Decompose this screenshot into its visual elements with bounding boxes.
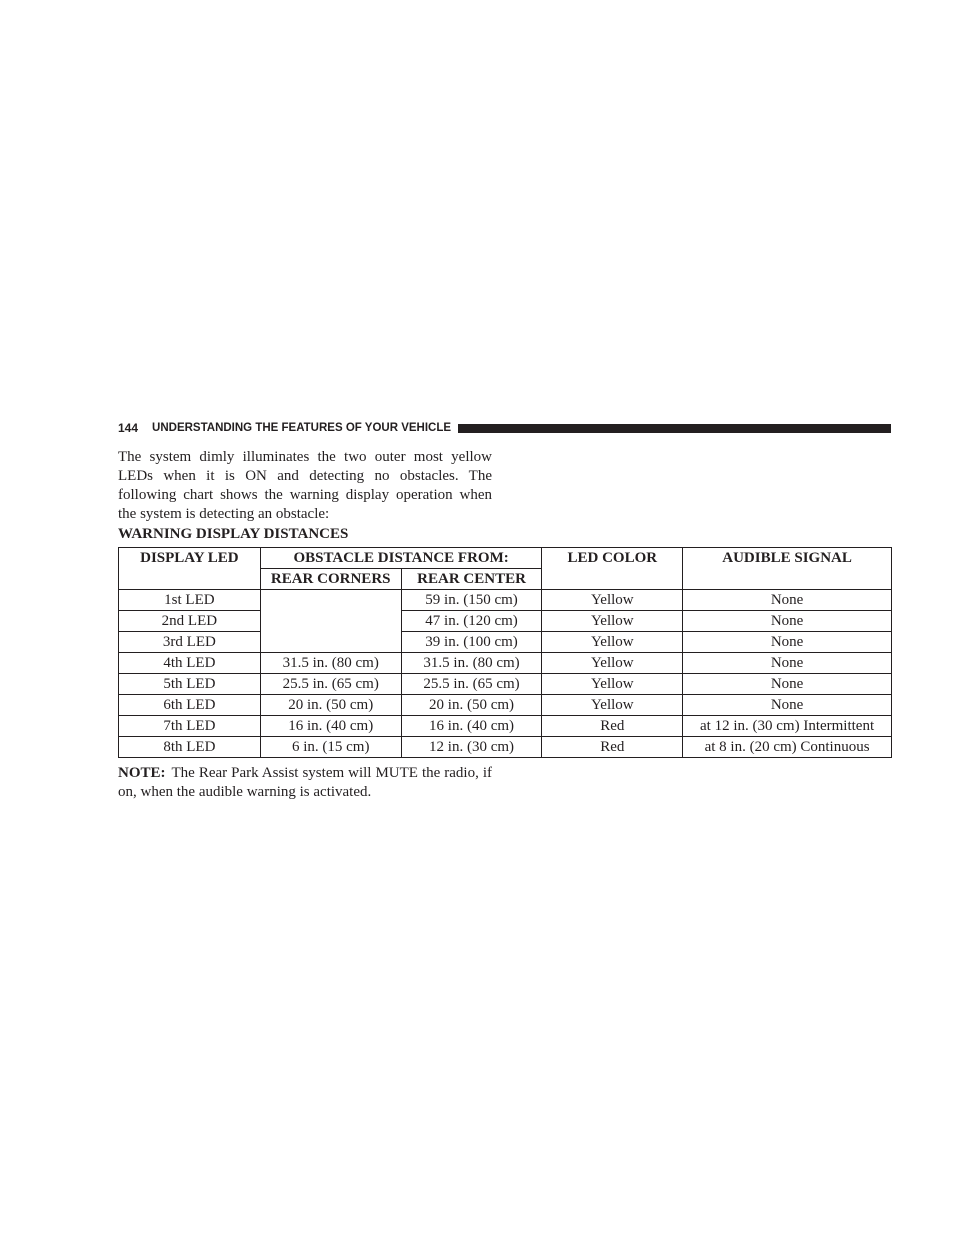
header-rear-center: REAR CENTER: [401, 569, 542, 590]
header-obstacle-distance: OBSTACLE DISTANCE FROM:: [260, 548, 542, 569]
cell-led: 6th LED: [119, 695, 261, 716]
cell-signal: None: [683, 695, 892, 716]
cell-corners: 25.5 in. (65 cm): [260, 674, 401, 695]
table-row: [119, 590, 892, 611]
warning-distances-table: [118, 547, 892, 758]
cell-signal: None: [683, 653, 892, 674]
cell-signal: None: [683, 632, 892, 653]
table-row: [119, 695, 892, 716]
cell-signal: None: [683, 674, 892, 695]
table-title: WARNING DISPLAY DISTANCES: [118, 526, 349, 542]
cell-center: 39 in. (100 cm): [401, 632, 542, 653]
cell-center: 31.5 in. (80 cm): [401, 653, 542, 674]
cell-led: 3rd LED: [119, 632, 261, 653]
cell-color: Yellow: [542, 653, 683, 674]
cell-color: Red: [542, 716, 683, 737]
cell-color: Yellow: [542, 632, 683, 653]
cell-corners-empty: [260, 590, 401, 653]
section-title: UNDERSTANDING THE FEATURES OF YOUR VEHICLE: [152, 422, 452, 434]
cell-signal: None: [683, 611, 892, 632]
table-row: [119, 737, 892, 758]
note-label: NOTE:: [118, 765, 166, 781]
cell-color: Red: [542, 737, 683, 758]
header-display-led: DISPLAY LED: [119, 548, 261, 590]
table-row: [119, 674, 892, 695]
intro-paragraph: The system dimly illuminates the two outer most yellow LEDs when it is ON and detecting no obstacles. The following chart shows the warning display operation when the system is detecting an obstacle:: [118, 449, 492, 522]
cell-led: 8th LED: [119, 737, 261, 758]
cell-signal: None: [683, 590, 892, 611]
cell-led: 2nd LED: [119, 611, 261, 632]
cell-center: 59 in. (150 cm): [401, 590, 542, 611]
cell-led: 1st LED: [119, 590, 261, 611]
cell-color: Yellow: [542, 590, 683, 611]
cell-center: 47 in. (120 cm): [401, 611, 542, 632]
note-paragraph: [118, 764, 492, 802]
cell-corners: 31.5 in. (80 cm): [260, 653, 401, 674]
header-rule: [458, 424, 891, 433]
header-led-color: LED COLOR: [542, 548, 683, 590]
table-row: [119, 716, 892, 737]
cell-signal: at 8 in. (20 cm) Continuous: [683, 737, 892, 758]
cell-corners: 20 in. (50 cm): [260, 695, 401, 716]
header-audible-signal: AUDIBLE SIGNAL: [683, 548, 892, 590]
cell-corners: 6 in. (15 cm): [260, 737, 401, 758]
header-rear-corners: REAR CORNERS: [260, 569, 401, 590]
cell-signal: at 12 in. (30 cm) Intermittent: [683, 716, 892, 737]
cell-corners: 16 in. (40 cm): [260, 716, 401, 737]
cell-led: 7th LED: [119, 716, 261, 737]
cell-led: 5th LED: [119, 674, 261, 695]
note-text: The Rear Park Assist system will MUTE the radio, if on, when the audible warning is activated.: [118, 765, 492, 800]
page-header: [118, 419, 891, 437]
cell-center: 16 in. (40 cm): [401, 716, 542, 737]
cell-color: Yellow: [542, 695, 683, 716]
cell-center: 20 in. (50 cm): [401, 695, 542, 716]
table-row: [119, 653, 892, 674]
cell-center: 12 in. (30 cm): [401, 737, 542, 758]
cell-led: 4th LED: [119, 653, 261, 674]
cell-color: Yellow: [542, 674, 683, 695]
page-number: 144: [118, 421, 139, 435]
table-row: [119, 632, 892, 653]
table-row: [119, 611, 892, 632]
cell-color: Yellow: [542, 611, 683, 632]
cell-center: 25.5 in. (65 cm): [401, 674, 542, 695]
